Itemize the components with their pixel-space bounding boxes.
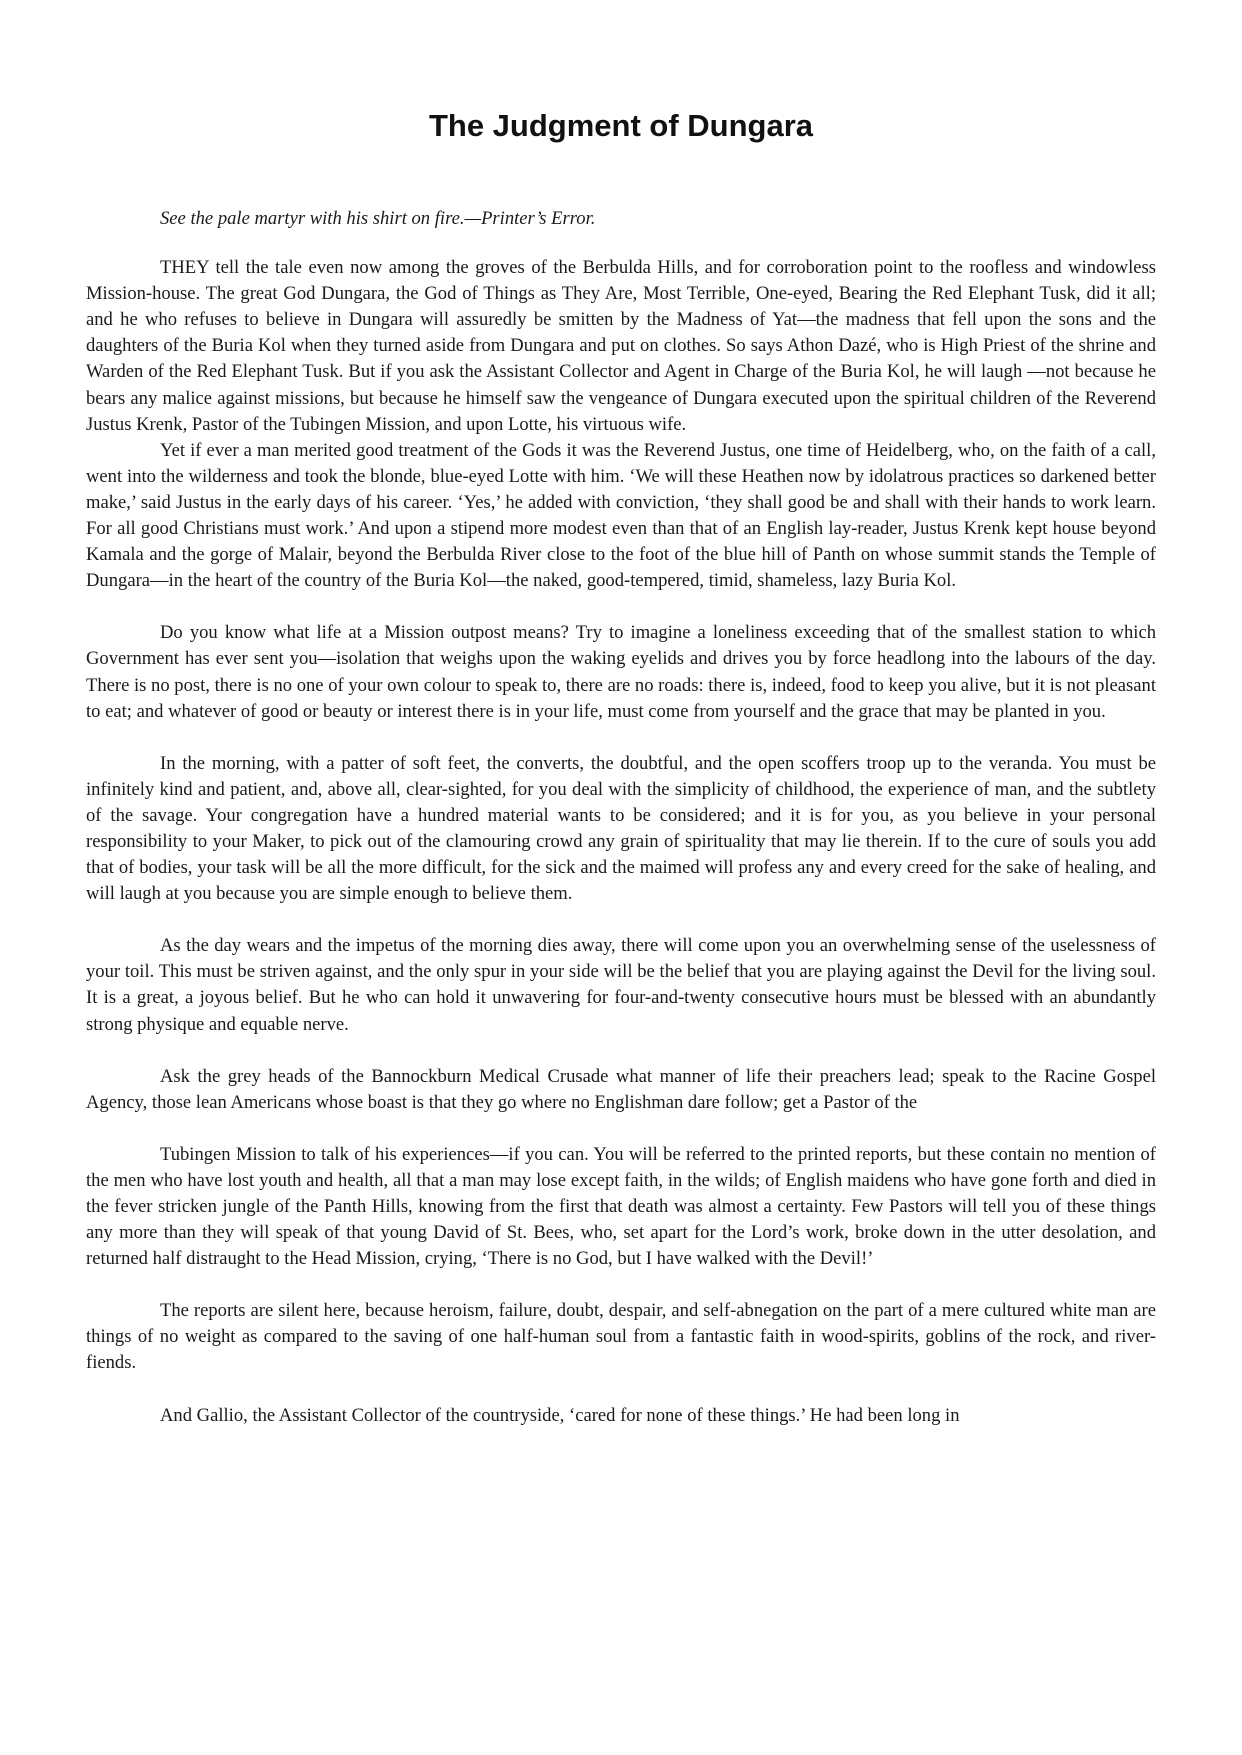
body-text [86, 206, 1156, 1429]
epigraph: See the pale martyr with his shirt on fire.—Printer’s Error. [160, 208, 596, 229]
paragraph: Tubingen Mission to talk of his experiences—if you can. You will be referred to the printed reports, but these contain no mention of the men who have lost youth and health, all that a man may lose except faith, in the wilds; of English maidens who have gone forth and died in the fever stricken jungle of the Panth Hills, knowing from the first that death was almost a certainty. Few Pastors will tell you of these things any more than they will speak of that young David of St. Bees, who, set apart for the Lord’s work, broke down in the utter desolation, and returned half distraught to the Head Mission, crying, ‘There is no God, but I have walked with the Devil!’ [86, 1143, 1156, 1270]
page-title: The Judgment of Dungara [428, 108, 814, 143]
paragraph: Ask the grey heads of the Bannockburn Medical Crusade what manner of life their preachers lead; speak to the Racine Gospel Agency, those lean Americans whose boast is that they go where no Englishman dare follow; get a Pastor of the [86, 1065, 1156, 1113]
paragraph: Yet if ever a man merited good treatment of the Gods it was the Reverend Justus, one time of Heidelberg, who, on the faith of a call, went into the wilderness and took the blonde, blue-eyed Lotte with him. ‘We will these Heathen now by idolatrous practices so darkened better make,’ said Justus in the early days of his career. ‘Yes,’ he added with conviction, ‘they shall good be and shall with their hands to work learn. For all good Christians must work.’ And upon a stipend more modest even than that of an English lay-reader, Justus Krenk kept house beyond Kamala and the gorge of Malair, beyond the Berbulda River close to the foot of the blue hill of Panth on whose summit stands the Temple of Dungara—in the heart of the country of the Buria Kol—the naked, good-tempered, timid, shameless, lazy Buria Kol. [86, 439, 1156, 592]
paragraph: In the morning, with a patter of soft feet, the converts, the doubtful, and the open scoffers troop up to the veranda. You must be infinitely kind and patient, and, above all, clear-sighted, for you deal with the simplicity of childhood, the experience of man, and the subtlety of the savage. Your congregation have a hundred material wants to be considered; and it is for you, as you believe in your personal responsibility to your Maker, to pick out of the clamouring crowd any grain of spirituality that may lie therein. If to the cure of souls you add that of bodies, your task will be all the more difficult, for the sick and the maimed will profess any and every creed for the sake of healing, and will laugh at you because you are simple enough to believe them. [86, 752, 1156, 905]
paragraph: THEY tell the tale even now among the groves of the Berbulda Hills, and for corroboration point to the roofless and windowless Mission-house. The great God Dungara, the God of Things as They Are, Most Terrible, One-eyed, Bearing the Red Elephant Tusk, did it all; and he who refuses to believe in Dungara will assuredly be smitten by the Madness of Yat—the madness that fell upon the sons and the daughters of the Buria Kol when they turned aside from Dungara and put on clothes. So says Athon Dazé, who is High Priest of the shrine and Warden of the Red Elephant Tusk. But if you ask the Assistant Collector and Agent in Charge of the Buria Kol, he will laugh —not because he bears any malice against missions, but because he himself saw the vengeance of Dungara executed upon the spiritual children of the Reverend Justus Krenk, Pastor of the Tubingen Mission, and upon Lotte, his virtuous wife. [86, 257, 1156, 435]
paragraph: And Gallio, the Assistant Collector of the countryside, ‘cared for none of these things.’ He had been long in [160, 1404, 960, 1426]
paragraph: Do you know what life at a Mission outpost means? Try to imagine a loneliness exceeding that of the smallest station to which Government has ever sent you—isolation that weighs upon the waking eyelids and drives you by force headlong into the labours of the day. There is no post, there is no one of your own colour to speak to, there are no roads: there is, indeed, food to keep you alive, but it is not pleasant to eat; and whatever of good or beauty or interest there is in your life, must come from yourself and the grace that may be planted in you. [86, 622, 1156, 722]
paragraph: The reports are silent here, because heroism, failure, doubt, despair, and self-abnegation on the part of a mere cultured white man are things of no weight as compared to the saving of one half-human soul from a fantastic faith in wood-spirits, goblins of the rock, and river-fiends. [86, 1300, 1156, 1374]
paragraph: As the day wears and the impetus of the morning dies away, there will come upon you an overwhelming sense of the uselessness of your toil. This must be striven against, and the only spur in your side will be the belief that you are playing against the Devil for the living soul. It is a great, a joyous belief. But he who can hold it unwavering for four-and-twenty consecutive hours must be blessed with an abundantly strong physique and equable nerve. [86, 935, 1156, 1035]
